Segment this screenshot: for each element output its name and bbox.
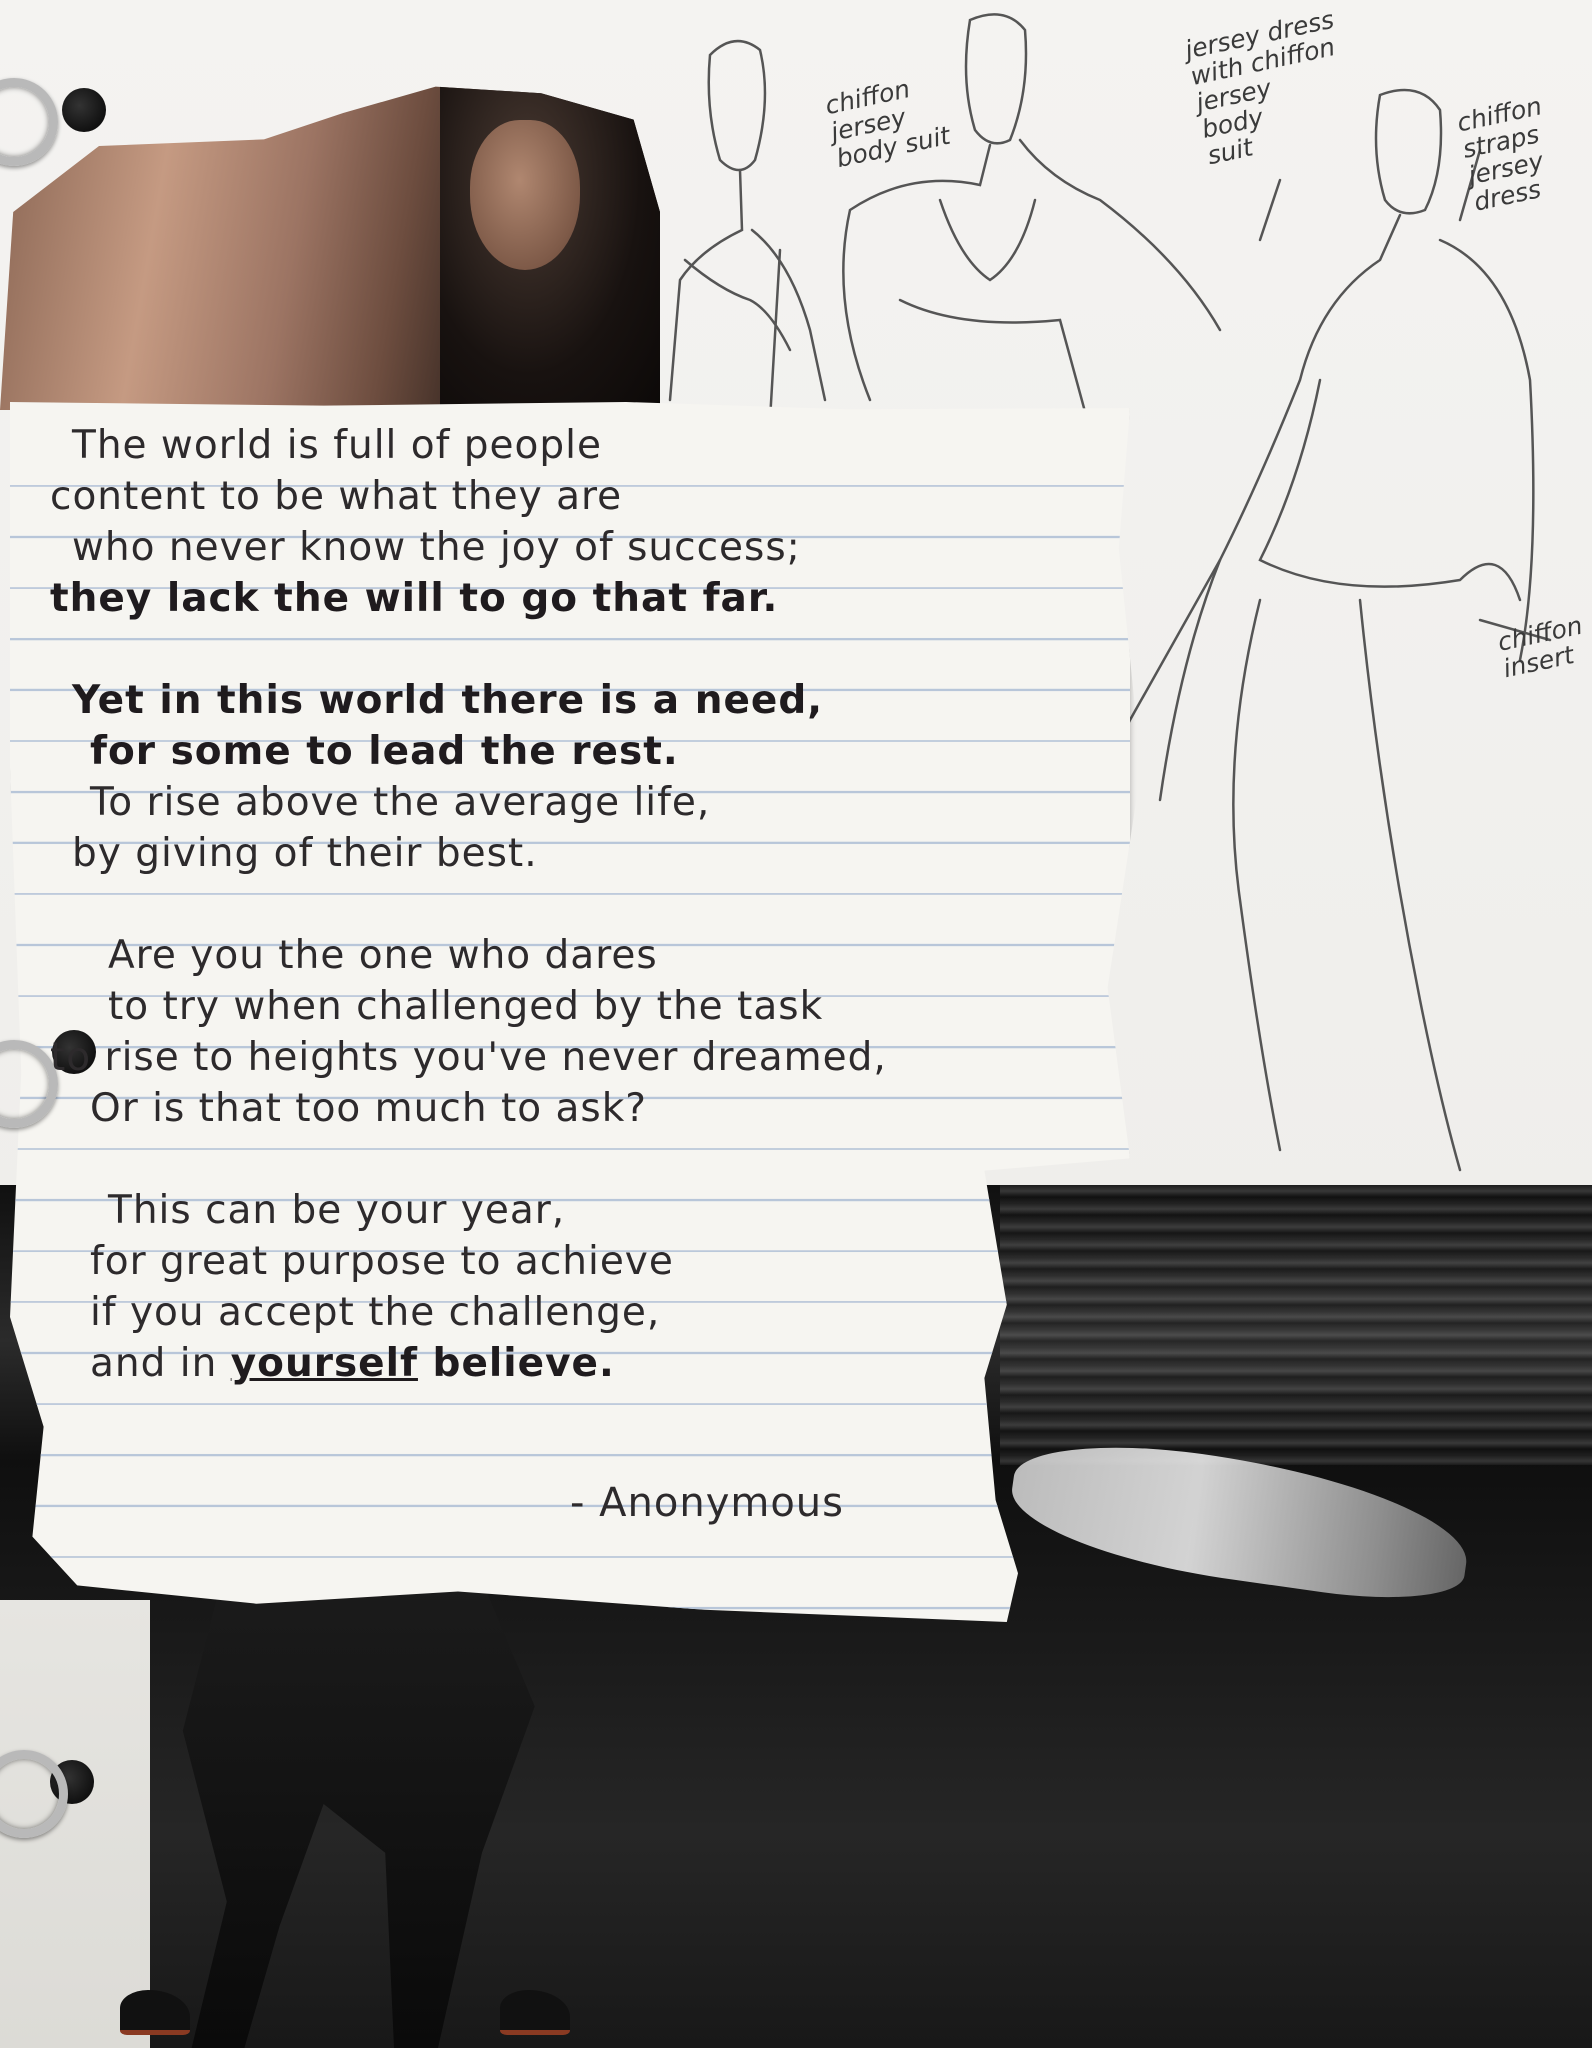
poem-line: to rise to heights you've never dreamed, bbox=[50, 1035, 887, 1080]
poem-last-line-end: believe. bbox=[417, 1341, 615, 1386]
photo-face bbox=[470, 120, 580, 270]
sketch-body-1b bbox=[752, 230, 825, 400]
poem-line: who never know the joy of success; bbox=[72, 525, 801, 570]
sketch-head-2 bbox=[966, 14, 1026, 143]
poem-line: Yet in this world there is a need, bbox=[72, 678, 824, 723]
sketch-note-4: chiffon insert bbox=[1495, 610, 1585, 684]
sketch-body-3a bbox=[1160, 215, 1400, 800]
poem-line: This can be your year, bbox=[108, 1188, 566, 1233]
poem-line: by giving of their best. bbox=[72, 831, 538, 876]
sketch-leg-3c bbox=[1233, 600, 1280, 1150]
poem-line: Are you the one who dares bbox=[108, 933, 658, 978]
poem-line: they lack the will to go that far. bbox=[50, 576, 779, 621]
collage-photo-woman bbox=[0, 80, 660, 410]
binder-hole-top bbox=[62, 88, 106, 132]
sketch-head-1 bbox=[709, 41, 765, 170]
poem-line: To rise above the average life, bbox=[90, 780, 711, 825]
sketch-note-2: jersey dress with chiffon jersey body suit bbox=[1182, 4, 1338, 171]
handwritten-poem bbox=[50, 420, 1110, 1389]
sketch-body-1d bbox=[770, 250, 780, 420]
poem-line: to try when challenged by the task bbox=[108, 984, 824, 1029]
sketch-body-2b bbox=[1020, 140, 1220, 330]
poem-line: if you accept the challenge, bbox=[90, 1290, 661, 1335]
sketch-body-2a bbox=[843, 145, 990, 400]
poem-last-line bbox=[50, 1338, 1110, 1389]
sketch-pointer-1 bbox=[1260, 180, 1280, 240]
sketch-note-3: chiffon straps jersey dress bbox=[1454, 91, 1546, 217]
poem-line: Or is that too much to ask? bbox=[90, 1086, 648, 1131]
poem-line: The world is full of people bbox=[72, 423, 602, 468]
poem-attribution: - Anonymous bbox=[570, 1480, 844, 1526]
poem-line: for great purpose to achieve bbox=[90, 1239, 674, 1284]
poem-underlined-word: yourself bbox=[230, 1341, 418, 1386]
poem-line: for some to lead the rest. bbox=[90, 729, 679, 774]
sketch-body-1a bbox=[670, 170, 742, 400]
sketch-leg-3b bbox=[1360, 600, 1460, 1170]
poem-line: content to be what they are bbox=[50, 474, 623, 519]
sketch-neckline-2 bbox=[940, 200, 1035, 280]
sketch-skirt-3 bbox=[1260, 380, 1520, 600]
sketch-head-3 bbox=[1376, 90, 1441, 213]
poem-last-line-start: and in bbox=[90, 1341, 231, 1386]
binder-ring-top bbox=[0, 78, 58, 166]
sketch-note-1: chiffon jersey body suit bbox=[822, 74, 953, 174]
